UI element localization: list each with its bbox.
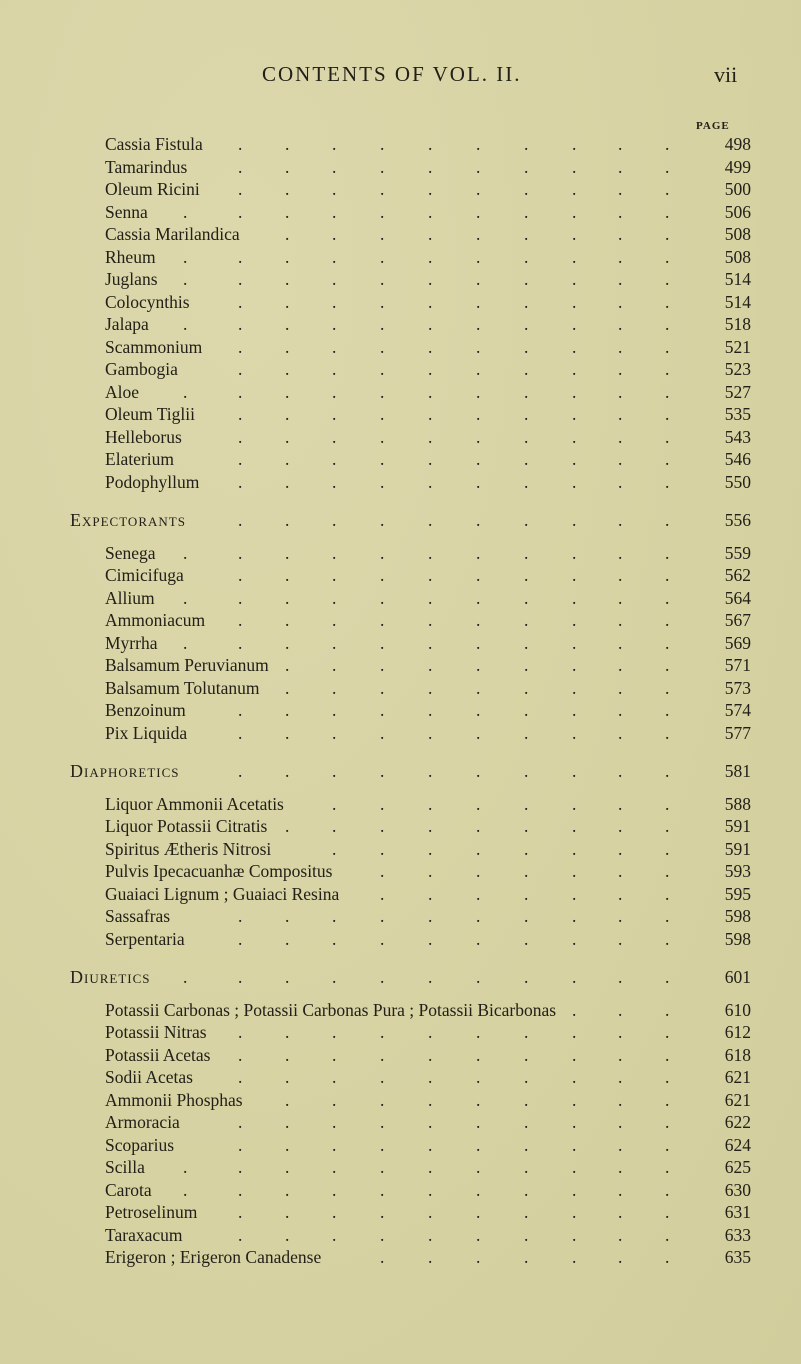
entry-title: Liquor Potassii Citratis <box>105 816 268 836</box>
entry-title: Scammonium <box>105 336 203 357</box>
dot-leaders: . . . . . . . . . . . <box>183 967 670 987</box>
entry-page: 506 <box>724 201 751 222</box>
entry-page: 593 <box>724 861 751 881</box>
toc-entry <box>0 838 801 861</box>
dot-leaders: . . . . . . . . . . <box>238 928 670 949</box>
dot-leaders: . . . . . . . . . . <box>238 291 670 312</box>
entry-page: 567 <box>724 610 751 630</box>
entry-title: Allium <box>105 587 155 608</box>
entry-page: 622 <box>724 1112 751 1132</box>
entry-page: 618 <box>724 1044 751 1065</box>
toc-entry <box>0 1089 801 1112</box>
dot-leaders: . . . . . . . . . . . <box>183 246 670 267</box>
entry-title: Liquor Ammonii Acetatis <box>105 793 284 814</box>
toc-entry <box>0 201 801 224</box>
toc-entry <box>0 654 801 677</box>
dot-leaders: . . . . . . . . . . <box>238 134 670 154</box>
entry-page: 621 <box>724 1089 751 1110</box>
entry-page: 630 <box>724 1179 751 1200</box>
entry-title: Helleborus <box>105 426 182 447</box>
entry-title: Cimicifuga <box>105 565 184 585</box>
entry-title: Carota <box>105 1179 152 1200</box>
entry-page: 571 <box>724 655 751 675</box>
entry-title: Spiritus Ætheris Nitrosi <box>105 838 272 859</box>
toc-entry <box>0 722 801 745</box>
entry-page: 559 <box>724 542 751 563</box>
toc-entry <box>0 905 801 928</box>
entry-title: Aloe <box>105 381 140 402</box>
dot-leaders: . . . . . . . . . <box>285 655 670 675</box>
dot-leaders: . . . . . . . . . <box>285 677 670 698</box>
entry-page: 588 <box>724 793 751 814</box>
entry-title: Colocynthis <box>105 291 190 312</box>
dot-leaders: . . . . . . . . . . <box>238 179 670 199</box>
table-of-contents <box>0 133 801 1269</box>
toc-entry <box>0 1066 801 1089</box>
entry-title: Myrrha <box>105 632 158 653</box>
section-heading-row <box>0 760 801 783</box>
entry-page: 598 <box>724 906 751 926</box>
dot-leaders: . . . . . . . . . . <box>238 1202 670 1222</box>
toc-entry <box>0 564 801 587</box>
entry-title: Ammoniacum <box>105 610 206 630</box>
toc-entry <box>0 1246 801 1269</box>
entry-title: Gambogia <box>105 359 178 379</box>
dot-leaders: . . . . . . . . . . . <box>183 269 670 289</box>
section-heading: Expectorants <box>70 510 186 530</box>
entry-title: Elaterium <box>105 449 175 469</box>
section-heading-row <box>0 966 801 989</box>
entry-page: 521 <box>724 336 751 357</box>
entry-page: 621 <box>724 1067 751 1087</box>
entry-title: Cassia Marilandica <box>105 224 240 244</box>
dot-leaders: . . . . . . . <box>380 1247 670 1267</box>
dot-leaders: . . . . . . . . . . <box>238 426 670 447</box>
section-gap <box>0 950 801 966</box>
entry-title: Benzoinum <box>105 700 186 720</box>
entry-page: 550 <box>724 471 751 492</box>
dot-leaders: . . . . . . . . . . <box>238 722 670 743</box>
dot-leaders: . . . . . . . . <box>332 793 670 814</box>
entry-title: Erigeron ; Erigeron Canadense <box>105 1247 322 1267</box>
dot-leaders: . . . . . . . . . <box>285 1089 670 1110</box>
dot-leaders: . . . . . . . . . . <box>238 761 670 781</box>
section-heading: Diuretics <box>70 967 151 987</box>
dot-leaders: . . . . . . . . . . . <box>183 632 670 653</box>
toc-entry <box>0 1201 801 1224</box>
entry-page: 591 <box>724 816 751 836</box>
entry-page: 569 <box>724 632 751 653</box>
dot-leaders: . . . . . . . . . . . <box>183 201 670 222</box>
entry-title: Juglans <box>105 269 158 289</box>
dot-leaders: . . . . . . . . . <box>285 224 670 244</box>
dot-leaders: . . . . . . . . . . <box>238 1112 670 1132</box>
entry-title: Guaiaci Lignum ; Guaiaci Resina <box>105 883 340 904</box>
toc-entry <box>0 426 801 449</box>
dot-leaders: . . . <box>572 999 670 1020</box>
toc-entry <box>0 815 801 838</box>
section-gap <box>0 493 801 509</box>
dot-leaders: . . . . . . . . . <box>285 816 670 836</box>
dot-leaders: . . . . . . . . . . <box>238 359 670 379</box>
section-gap <box>0 989 801 999</box>
toc-entry <box>0 677 801 700</box>
entry-page: 546 <box>724 449 751 469</box>
entry-title: Ammonii Phosphas <box>105 1089 243 1110</box>
toc-entry <box>0 883 801 906</box>
toc-entry <box>0 1224 801 1247</box>
toc-entry <box>0 223 801 246</box>
section-gap <box>0 783 801 793</box>
entry-title: Oleum Tiglii <box>105 404 195 424</box>
toc-entry <box>0 471 801 494</box>
entry-page: 543 <box>724 426 751 447</box>
toc-entry <box>0 587 801 610</box>
entry-title: Senna <box>105 201 148 222</box>
dot-leaders: . . . . . . . . . . <box>238 565 670 585</box>
entry-page: 562 <box>724 565 751 585</box>
toc-entry <box>0 156 801 179</box>
entry-page: 635 <box>724 1247 751 1267</box>
toc-entry <box>0 1179 801 1202</box>
dot-leaders: . . . . . . . . . . <box>238 1224 670 1245</box>
entry-page: 527 <box>724 381 751 402</box>
entry-title: Sassafras <box>105 906 171 926</box>
entry-page: 625 <box>724 1157 751 1177</box>
entry-page: 631 <box>724 1202 751 1222</box>
dot-leaders: . . . . . . . . . . <box>238 906 670 926</box>
entry-title: Tamarindus <box>105 156 188 177</box>
entry-page: 500 <box>724 179 751 199</box>
entry-page: 581 <box>724 761 751 781</box>
entry-title: Petroselinum <box>105 1202 198 1222</box>
toc-entry <box>0 358 801 381</box>
entry-page: 514 <box>724 291 751 312</box>
toc-entry <box>0 999 801 1022</box>
toc-entry <box>0 133 801 156</box>
dot-leaders: . . . . . . . . . . <box>238 610 670 630</box>
dot-leaders: . . . . . . . . . . . <box>183 1157 670 1177</box>
entry-title: Podophyllum <box>105 471 200 492</box>
toc-entry <box>0 291 801 314</box>
entry-page: 523 <box>724 359 751 379</box>
entry-page: 508 <box>724 224 751 244</box>
dot-leaders: . . . . . . . . . . <box>238 336 670 357</box>
running-head <box>0 62 801 92</box>
dot-leaders: . . . . . . . <box>380 883 670 904</box>
toc-entry <box>0 336 801 359</box>
entry-title: Scoparius <box>105 1134 175 1155</box>
dot-leaders: . . . . . . . . . . . <box>183 1179 670 1200</box>
section-gap <box>0 744 801 760</box>
page-title: CONTENTS OF VOL. II. <box>262 62 522 86</box>
dot-leaders: . . . . . . . . . . . <box>183 587 670 608</box>
dot-leaders: . . . . . . . . . . <box>238 1134 670 1155</box>
toc-entry <box>0 699 801 722</box>
dot-leaders: . . . . . . . . . . <box>238 1044 670 1065</box>
entry-title: Scilla <box>105 1157 145 1177</box>
entry-page: 574 <box>724 700 751 720</box>
dot-leaders: . . . . . . . <box>380 861 670 881</box>
entry-title: Jalapa <box>105 314 149 334</box>
dot-leaders: . . . . . . . . . . <box>238 404 670 424</box>
toc-entry <box>0 632 801 655</box>
toc-entry <box>0 542 801 565</box>
section-heading-row <box>0 509 801 532</box>
entry-page: 573 <box>724 677 751 698</box>
entry-page: 556 <box>724 510 751 530</box>
dot-leaders: . . . . . . . . . . <box>238 449 670 469</box>
dot-leaders: . . . . . . . . . . <box>238 1067 670 1087</box>
entry-page: 499 <box>724 156 751 177</box>
toc-entry <box>0 793 801 816</box>
dot-leaders: . . . . . . . . . . <box>238 471 670 492</box>
entry-page: 601 <box>724 967 751 987</box>
entry-page: 518 <box>724 314 751 334</box>
entry-page: 564 <box>724 587 751 608</box>
entry-title: Taraxacum <box>105 1224 183 1245</box>
dot-leaders: . . . . . . . . <box>332 838 670 859</box>
toc-entry <box>0 1111 801 1134</box>
dot-leaders: . . . . . . . . . . <box>238 510 670 530</box>
toc-entry <box>0 268 801 291</box>
entry-title: Serpentaria <box>105 928 185 949</box>
toc-entry <box>0 381 801 404</box>
entry-page: 595 <box>724 883 751 904</box>
entry-title: Senega <box>105 542 156 563</box>
dot-leaders: . . . . . . . . . . . <box>183 381 670 402</box>
dot-leaders: . . . . . . . . . . . <box>183 542 670 563</box>
entry-page: 598 <box>724 928 751 949</box>
toc-entry <box>0 1021 801 1044</box>
entry-title: Rheum <box>105 246 156 267</box>
dot-leaders: . . . . . . . . . . <box>238 1022 670 1042</box>
dot-leaders: . . . . . . . . . . <box>238 156 670 177</box>
entry-title: Balsamum Peruvianum <box>105 655 269 675</box>
entry-title: Pulvis Ipecacuanhæ Compositus <box>105 861 333 881</box>
section-heading: Diaphoretics <box>70 761 180 781</box>
entry-title: Sodii Acetas <box>105 1067 193 1087</box>
entry-title: Balsamum Tolutanum <box>105 677 260 698</box>
entry-page: 633 <box>724 1224 751 1245</box>
toc-entry <box>0 860 801 883</box>
entry-page: 514 <box>724 269 751 289</box>
entry-title: Potassii Carbonas ; Potassii Carbonas Pura ; Potassii Bicarbonas <box>105 999 557 1020</box>
section-gap <box>0 532 801 542</box>
entry-page: 535 <box>724 404 751 424</box>
entry-title: Cassia Fistula <box>105 134 203 154</box>
dot-leaders: . . . . . . . . . . . <box>183 314 670 334</box>
toc-entry <box>0 928 801 951</box>
entry-page: 591 <box>724 838 751 859</box>
entry-title: Pix Liquida <box>105 722 188 743</box>
toc-entry <box>0 1134 801 1157</box>
toc-entry <box>0 448 801 471</box>
toc-entry <box>0 313 801 336</box>
entry-page: 610 <box>724 999 751 1020</box>
entry-page: 508 <box>724 246 751 267</box>
entry-title: Oleum Ricini <box>105 179 200 199</box>
entry-title: Potassii Acetas <box>105 1044 211 1065</box>
toc-entry <box>0 1044 801 1067</box>
toc-entry <box>0 178 801 201</box>
entry-page: 577 <box>724 722 751 743</box>
entry-title: Potassii Nitras <box>105 1022 207 1042</box>
toc-entry <box>0 609 801 632</box>
page-column-label: PAGE <box>696 120 730 132</box>
toc-entry <box>0 1156 801 1179</box>
toc-entry <box>0 403 801 426</box>
entry-page: 612 <box>724 1022 751 1042</box>
entry-page: 498 <box>724 134 751 154</box>
entry-page: 624 <box>724 1134 751 1155</box>
page-number: vii <box>714 62 738 87</box>
entry-title: Armoracia <box>105 1112 180 1132</box>
dot-leaders: . . . . . . . . . . <box>238 700 670 720</box>
toc-entry <box>0 246 801 269</box>
